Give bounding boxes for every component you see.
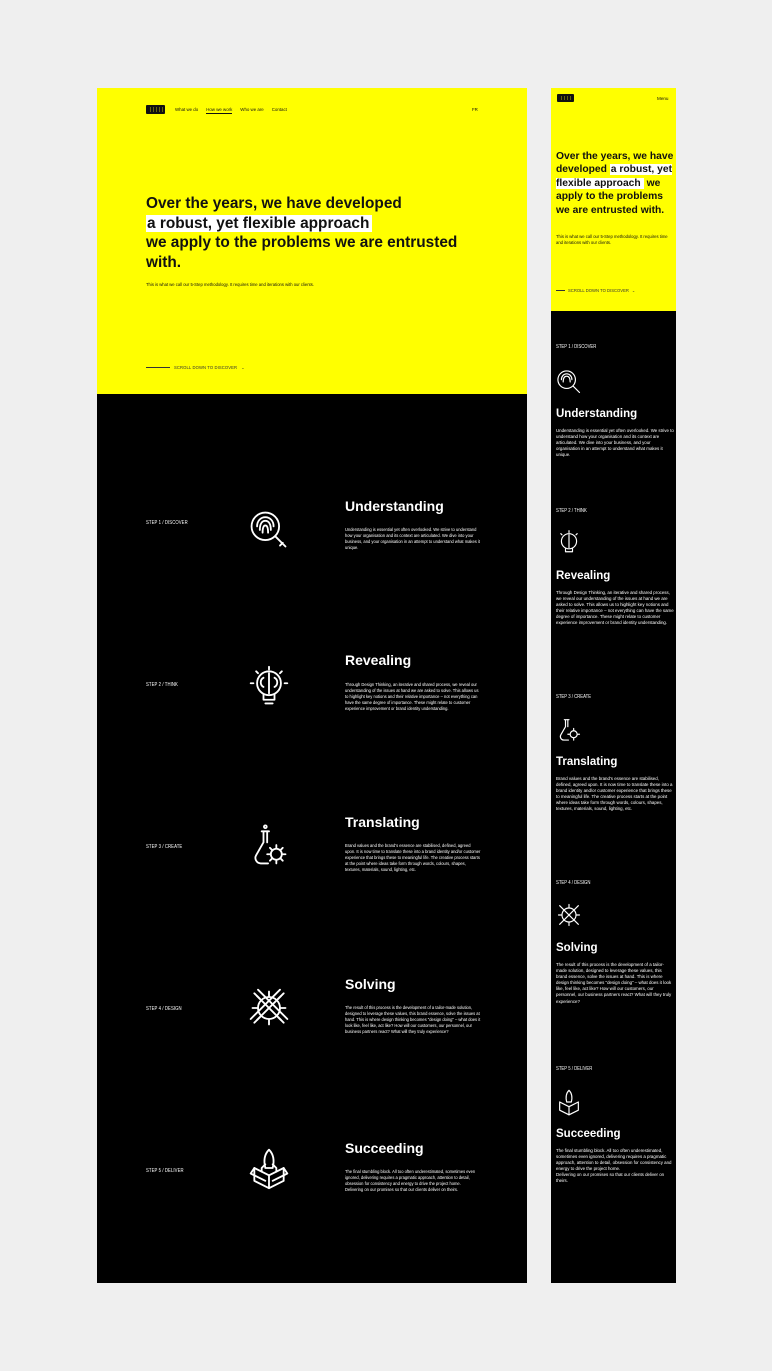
step-title: Solving — [556, 942, 598, 954]
step-body: Through Design Thinking, an iterative and shared process, we reveal our understanding of the issues at hand we are asked to solve. This allows us to highlight key notions and their relative importance – not everything can have the same degree of importance. These might relate to customer experience improvement or brand identity understanding. — [345, 682, 479, 711]
step-title: Translating — [556, 756, 618, 768]
step-body-text-2: Delivering on our promises so that our clients deliver on theirs. — [345, 1187, 459, 1192]
scroll-down-link[interactable] — [146, 365, 245, 370]
scroll-label: SCROLL DOWN TO DISCOVER — [568, 288, 629, 293]
step-label: STEP 1 / DISCOVER — [146, 520, 188, 526]
scroll-label: SCROLL DOWN TO DISCOVER — [174, 365, 238, 370]
hero-subtext: This is what we call our 5-Step methodology. It requires time and iterations with our clients. — [146, 282, 314, 287]
nav-item-what-we-do[interactable]: What we do — [175, 107, 199, 112]
mobile-page — [551, 88, 676, 1283]
scroll-line — [556, 290, 565, 291]
step-title: Succeeding — [556, 1128, 621, 1140]
step-body: Understanding is essential yet often overlooked. We strive to understand how your organisation and its context are articulated. We dive into your business, and your organisation in an attempt to understand what makes it unique. — [345, 527, 480, 550]
step-label: STEP 2 / THINK — [146, 682, 178, 688]
step-title: Revealing — [345, 652, 412, 668]
nav-item-who-we-are[interactable]: Who we are — [240, 107, 264, 112]
step-body: Brand values and the brand's essence are stabilised, defined, agreed upon. It is now time to translate these into a brand identity and/or customer experience that brings these to meaningful life. The creative process starts at the point where ideas take form through words, colours, shapes, textures, materials, sound, lighting, etc. — [345, 843, 481, 872]
step-label: STEP 4 / DESIGN — [556, 880, 591, 886]
step-title: Succeeding — [345, 1140, 424, 1156]
nav-item-contact[interactable]: Contact — [271, 107, 287, 112]
headline-text: Over the years, we have developed — [146, 195, 402, 212]
headline-highlight: a robust, yet flexible approach — [146, 215, 372, 232]
rocket-box-icon — [247, 1146, 291, 1190]
step-body-text-2: Delivering on our promises so that our clients deliver on theirs. — [556, 1172, 665, 1184]
language-switch[interactable]: FR — [472, 107, 478, 112]
step-label: STEP 1 / DISCOVER — [556, 344, 597, 350]
step-body: Through Design Thinking, an iterative and shared process, we reveal our understanding of the issues at hand we are asked to solve. This allows us to highlight key notions and their relative importance – not everything can have the same degree of importance. These might relate to customer experience improvement or brand identity understanding. — [556, 590, 674, 626]
mobile-hero-subtext: This is what we call our 5-Step methodology. It requires time and iterations with our clients. — [556, 234, 668, 245]
step-body-text: The final stumbling block. All too often underestimated, sometimes even ignored, delivering requires a pragmatic approach, attention to detail, obsession for consistency and energy to drive the project home. — [556, 1148, 672, 1172]
step-title: Solving — [345, 976, 396, 992]
headline-text-end: we apply to the problems we are entrusted with. — [146, 234, 458, 271]
flask-gear-icon — [555, 715, 583, 743]
headline-text-end: we apply to the problems we are entrusted with. — [556, 177, 665, 216]
step-label: STEP 5 / DELIVER — [146, 1168, 184, 1174]
step-body — [556, 1148, 674, 1185]
step-label: STEP 3 / CREATE — [146, 844, 183, 850]
menu-button[interactable]: Menu — [657, 96, 669, 101]
step-label: STEP 4 / DESIGN — [146, 1006, 182, 1012]
desktop-page — [97, 88, 527, 1283]
mobile-scroll-down-link[interactable] — [556, 288, 635, 293]
brain-bulb-icon — [555, 529, 583, 557]
headline-highlight: a robust, yet flexible approach — [556, 164, 673, 189]
logo[interactable] — [146, 105, 165, 114]
step-label: STEP 2 / THINK — [556, 508, 587, 514]
step-body: Understanding is essential yet often overlooked. We strive to understand how your organisation and its context are articulated. We dive into your business, and your organisation in an attempt to understand what makes it unique. — [556, 428, 674, 458]
step-body-text: The final stumbling block. All too often underestimated, sometimes even ignored, delivering requires a pragmatic approach, attention to detail, obsession for consistency and energy to drive the project home. — [345, 1169, 476, 1186]
main-nav — [175, 107, 287, 114]
chevron-down-icon: ⌄ — [631, 288, 636, 293]
headline-text: Over the years, we have developed — [556, 151, 674, 176]
step-body: The result of this process is the development of a tailor-made solution, designed to leverage these values, this brand essence, solve the issues at hand. This is where design thinking becomes "design doing" – what does it look like, feel like, act like? How will our customers, our personnel, our business partners react? What will they truly experience? — [556, 962, 672, 1004]
step-label: STEP 5 / DELIVER — [556, 1066, 593, 1072]
step-title: Understanding — [556, 408, 638, 420]
chevron-down-icon: ⌄ — [241, 365, 245, 370]
step-title: Translating — [345, 814, 420, 830]
step-body — [345, 1169, 481, 1193]
pencil-ruler-gear-icon — [555, 901, 583, 929]
step-body: Brand values and the brand's essence are stabilised, defined, agreed upon. It is now time to translate these into a brand identity and/or customer experience that brings these to meaningful life. The creative process starts at the point where ideas take form through words, colours, shapes, textures, materials, sound, lighting, etc. — [556, 776, 673, 812]
step-label: STEP 3 / CREATE — [556, 694, 592, 700]
mobile-hero-headline — [556, 150, 674, 217]
pencil-ruler-gear-icon — [247, 986, 291, 1030]
step-title: Understanding — [345, 498, 444, 514]
nav-item-how-we-work[interactable]: How we work — [206, 107, 233, 112]
magnifier-fingerprint-icon — [555, 368, 583, 396]
flask-gear-icon — [247, 824, 291, 868]
mobile-logo[interactable] — [557, 94, 574, 102]
step-body: The result of this process is the development of a tailor-made solution, designed to leverage these values, this brand essence, solve the issues at hand. This is where design thinking becomes "design doing" – what does it look like, feel like, act like? How will our customers, our personnel, our business partners react? What will they truly experience? — [345, 1005, 481, 1034]
scroll-line — [146, 367, 170, 368]
step-title: Revealing — [556, 570, 611, 582]
brain-bulb-icon — [247, 664, 291, 708]
hero-section — [97, 88, 527, 394]
mobile-hero-section — [551, 88, 676, 311]
rocket-box-icon — [555, 1088, 583, 1116]
magnifier-fingerprint-icon — [247, 508, 291, 552]
hero-headline — [146, 194, 476, 272]
